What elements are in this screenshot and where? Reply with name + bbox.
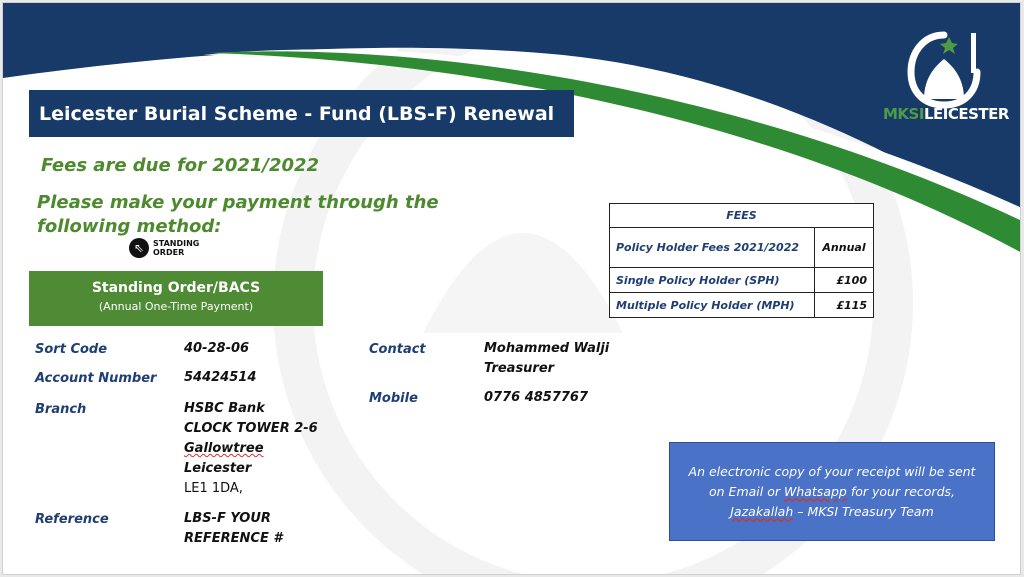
contact-role: Treasurer (484, 361, 555, 376)
reference-label: Reference (35, 512, 109, 527)
account-number-value: 54424514 (184, 370, 257, 385)
fee-row-amount: £115 (815, 293, 874, 318)
page-title: Leicester Burial Scheme - Fund (LBS-F) Renewal (29, 90, 574, 137)
sort-code-value: 40-28-06 (184, 341, 250, 356)
slide (2, 2, 1021, 575)
receipt-note-text: – MKSI Treasury Team (793, 504, 934, 519)
payment-method-box (29, 271, 323, 326)
logo-text-leicester: LEICESTER (923, 105, 1009, 123)
receipt-note-text: for your records, (846, 484, 955, 499)
branch-label: Branch (35, 402, 87, 417)
branch-line: Leicester (184, 461, 252, 476)
contact-name: Mohammed Walji (484, 341, 610, 356)
receipt-note-whatsapp: Whatsapp (783, 484, 847, 499)
logo-text-mksi: MKSI (883, 105, 924, 123)
branch-address (184, 399, 318, 499)
fee-row-label: Single Policy Holder (SPH) (610, 268, 815, 293)
mobile-value: 0776 4857767 (484, 390, 589, 405)
standing-order-arrow-icon: ⇖ (129, 238, 149, 258)
table-row (610, 293, 874, 318)
receipt-note-box (669, 442, 995, 541)
branch-line: LE1 1DA, (184, 481, 243, 496)
receipt-note-text: An electronic copy of your receipt will be sent on Email or (688, 464, 976, 499)
fees-table (609, 203, 874, 318)
fees-subheader-value: Annual (815, 228, 874, 268)
fee-row-amount: £100 (815, 268, 874, 293)
receipt-note-jazakallah: Jazakallah (730, 504, 794, 519)
standing-order-logo-label (153, 239, 213, 257)
fees-table-header: FEES (610, 204, 874, 228)
mksi-leicester-logo-text (883, 105, 1007, 123)
branch-line: HSBC Bank (184, 401, 265, 416)
contact-value (484, 339, 609, 379)
table-row (610, 268, 874, 293)
contact-label: Contact (369, 342, 426, 357)
payment-method-subtitle: (Annual One-Time Payment) (98, 300, 254, 313)
reference-line: LBS-F YOUR (184, 511, 271, 526)
fee-row-label: Multiple Policy Holder (MPH) (610, 293, 815, 318)
reference-line: REFERENCE # (184, 531, 283, 546)
fees-due-heading: Fees are due for 2021/2022 (41, 155, 320, 176)
mobile-label: Mobile (369, 391, 418, 406)
account-number-label: Account Number (35, 371, 157, 386)
fees-subheader-label: Policy Holder Fees 2021/2022 (610, 228, 815, 268)
payment-method-title: Standing Order/BACS (91, 280, 261, 296)
watermark-dome (423, 233, 623, 333)
reference-value (184, 509, 282, 549)
branch-line: Gallowtree (184, 441, 264, 456)
branch-line: CLOCK TOWER 2-6 (184, 421, 318, 436)
sort-code-label: Sort Code (35, 342, 108, 357)
standing-order-line1: STANDING (153, 239, 200, 248)
standing-order-line2: ORDER (153, 248, 185, 257)
payment-instruction: Please make your payment through the following method: (37, 192, 439, 237)
standing-order-logo (129, 238, 213, 258)
